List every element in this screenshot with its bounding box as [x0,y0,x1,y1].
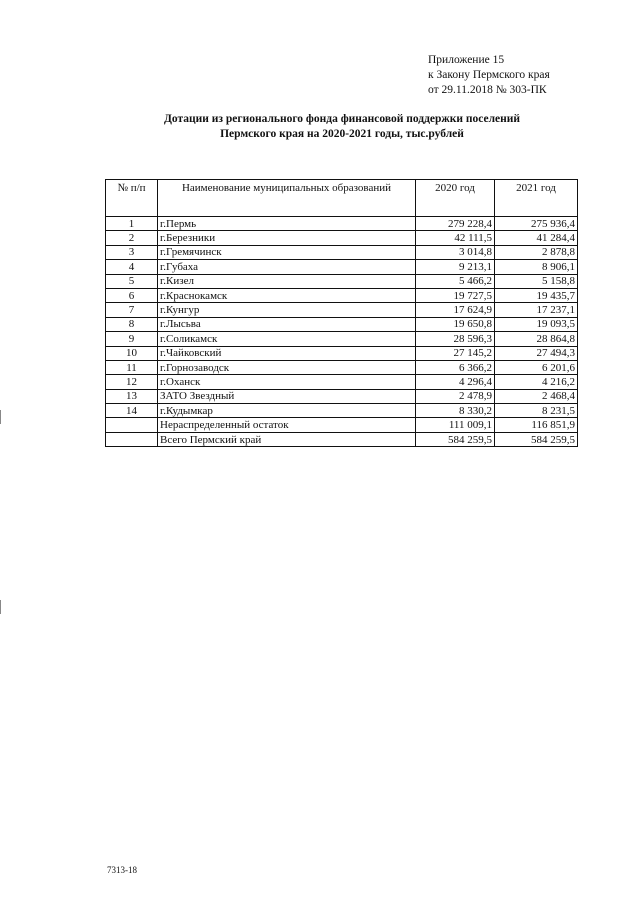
row-2021-cell: 27 494,3 [495,346,578,360]
row-number-cell: 5 [106,274,158,288]
table-row [106,231,578,245]
row-number-cell: 10 [106,346,158,360]
table-row [106,418,578,432]
table-row [106,217,578,231]
row-2021-cell: 17 237,1 [495,303,578,317]
row-name-cell: Всего Пермский край [158,432,416,446]
row-name-cell: г.Горнозаводск [158,360,416,374]
row-2021-cell: 41 284,4 [495,231,578,245]
table-row [106,375,578,389]
row-2021-cell: 275 936,4 [495,217,578,231]
row-number-cell: 11 [106,360,158,374]
appendix-block [428,53,550,98]
appendix-law-reference: к Закону Пермского края [428,69,550,81]
table-row [106,360,578,374]
table-row [106,274,578,288]
subsidies-table [105,179,578,447]
header-2020: 2020 год [416,180,495,217]
row-number-cell: 1 [106,217,158,231]
row-name-cell: г.Чайковский [158,346,416,360]
margin-mark [0,600,1,614]
row-number-cell: 9 [106,332,158,346]
table-header-row [106,180,578,217]
row-name-cell: г.Пермь [158,217,416,231]
row-2020-cell: 19 650,8 [416,317,495,331]
appendix-law-date: от 29.11.2018 № 303-ПК [428,84,547,96]
row-2021-cell: 116 851,9 [495,418,578,432]
row-name-cell: ЗАТО Звездный [158,389,416,403]
row-2021-cell: 8 231,5 [495,404,578,418]
row-2020-cell: 28 596,3 [416,332,495,346]
row-name-cell: г.Кизел [158,274,416,288]
table-row [106,432,578,446]
row-name-cell: г.Оханск [158,375,416,389]
row-number-cell: 7 [106,303,158,317]
row-name-cell: г.Гремячинск [158,245,416,259]
row-name-cell: г.Краснокамск [158,288,416,302]
table-row [106,260,578,274]
row-name-cell: г.Губаха [158,260,416,274]
row-number-cell: 13 [106,389,158,403]
title-line-1: Дотации из регионального фонда финансовой поддержки поселений [163,113,521,125]
row-2021-cell: 6 201,6 [495,360,578,374]
row-2020-cell: 4 296,4 [416,375,495,389]
title-line-2: Пермского края на 2020-2021 годы, тыс.рублей [220,128,464,140]
row-2020-cell: 8 330,2 [416,404,495,418]
row-2020-cell: 6 366,2 [416,360,495,374]
document-title [120,112,564,142]
row-2020-cell: 3 014,8 [416,245,495,259]
row-name-cell: г.Кунгур [158,303,416,317]
row-2021-cell: 2 468,4 [495,389,578,403]
row-number-cell: 3 [106,245,158,259]
row-2020-cell: 42 111,5 [416,231,495,245]
header-2021: 2021 год [495,180,578,217]
table-row [106,303,578,317]
row-2021-cell: 2 878,8 [495,245,578,259]
row-2020-cell: 19 727,5 [416,288,495,302]
row-2020-cell: 584 259,5 [416,432,495,446]
row-2021-cell: 28 864,8 [495,332,578,346]
table-row [106,317,578,331]
row-2020-cell: 5 466,2 [416,274,495,288]
row-2021-cell: 5 158,8 [495,274,578,288]
row-2020-cell: 9 213,1 [416,260,495,274]
table-row [106,288,578,302]
table-row [106,404,578,418]
table-row [106,389,578,403]
table-row [106,332,578,346]
row-number-cell [106,418,158,432]
header-name: Наименование муниципальных образований [158,180,416,217]
row-name-cell: г.Березники [158,231,416,245]
row-2021-cell: 584 259,5 [495,432,578,446]
row-2021-cell: 8 906,1 [495,260,578,274]
margin-mark [0,410,1,424]
row-number-cell: 8 [106,317,158,331]
row-name-cell: г.Лысьва [158,317,416,331]
footer-code: 7313-18 [107,865,137,875]
row-2020-cell: 17 624,9 [416,303,495,317]
row-name-cell: г.Кудымкар [158,404,416,418]
table-row [106,245,578,259]
row-2020-cell: 279 228,4 [416,217,495,231]
row-name-cell: г.Соликамск [158,332,416,346]
row-2020-cell: 2 478,9 [416,389,495,403]
row-number-cell: 14 [106,404,158,418]
appendix-number: Приложение 15 [428,54,505,66]
row-2021-cell: 4 216,2 [495,375,578,389]
row-2021-cell: 19 093,5 [495,317,578,331]
row-number-cell: 2 [106,231,158,245]
row-number-cell [106,432,158,446]
row-name-cell: Нераспределенный остаток [158,418,416,432]
row-number-cell: 12 [106,375,158,389]
header-number: № п/п [106,180,158,217]
table-row [106,346,578,360]
row-2021-cell: 19 435,7 [495,288,578,302]
row-2020-cell: 111 009,1 [416,418,495,432]
row-number-cell: 6 [106,288,158,302]
row-number-cell: 4 [106,260,158,274]
row-2020-cell: 27 145,2 [416,346,495,360]
